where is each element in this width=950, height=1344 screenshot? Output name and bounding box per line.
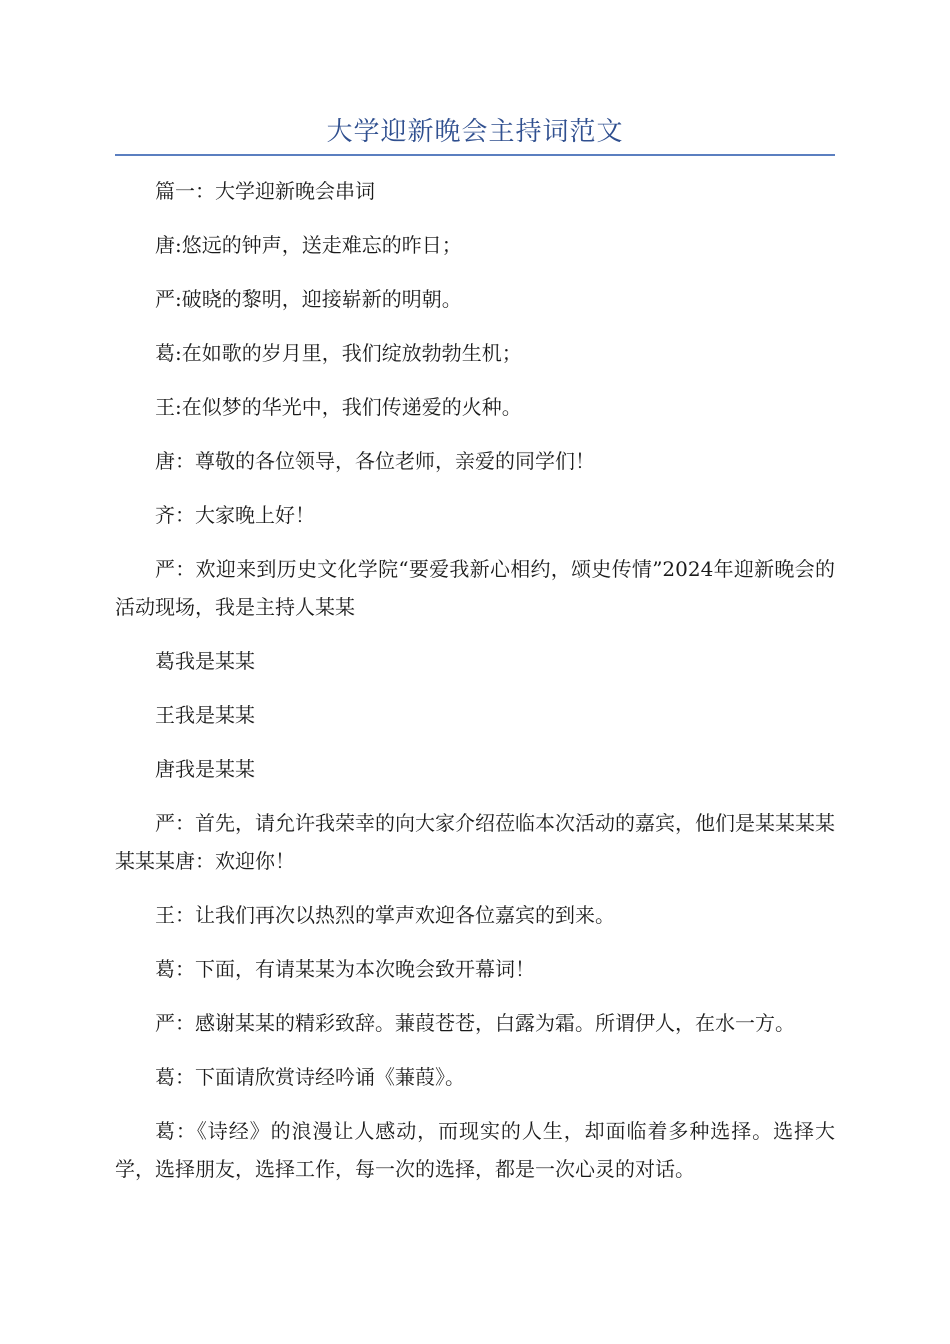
paragraph: 严：首先，请允许我荣幸的向大家介绍莅临本次活动的嘉宾，他们是某某某某某某某唐：欢迎你！ — [115, 811, 835, 873]
paragraph: 唐我是某某 — [155, 757, 255, 781]
paragraph: 葛:在如歌的岁月里，我们绽放勃勃生机； — [155, 341, 522, 365]
title-underline — [115, 154, 835, 156]
paragraph: 唐：尊敬的各位领导，各位老师，亲爱的同学们！ — [155, 449, 595, 473]
document-title: 大学迎新晚会主持词范文 — [326, 117, 624, 147]
paragraph: 严:破晓的黎明，迎接崭新的明朝。 — [155, 287, 462, 311]
document-body — [115, 172, 835, 1204]
paragraph: 王:在似梦的华光中，我们传递爱的火种。 — [155, 395, 522, 419]
paragraph: 齐：大家晚上好！ — [155, 503, 315, 527]
paragraph: 葛我是某某 — [155, 649, 255, 673]
paragraph: 王我是某某 — [155, 703, 255, 727]
paragraph: 王：让我们再次以热烈的掌声欢迎各位嘉宾的到来。 — [155, 903, 615, 927]
paragraph: 葛：下面，有请某某为本次晚会致开幕词！ — [155, 957, 535, 981]
paragraph: 篇一：大学迎新晚会串词 — [155, 179, 375, 203]
paragraph: 唐:悠远的钟声，送走难忘的昨日； — [155, 233, 462, 257]
paragraph: 葛：《诗经》的浪漫让人感动，而现实的人生，却面临着多种选择。选择大学，选择朋友，选择工作，每一次的选择，都是一次心灵的对话。 — [115, 1119, 835, 1181]
paragraph: 严：欢迎来到历史文化学院“要爱我新心相约，颂史传情”2024年迎新晚会的活动现场，我是主持人某某 — [115, 557, 835, 619]
paragraph: 葛：下面请欣赏诗经吟诵《蒹葭》。 — [155, 1065, 465, 1089]
paragraph: 严：感谢某某的精彩致辞。蒹葭苍苍，白露为霜。所谓伊人，在水一方。 — [155, 1011, 795, 1035]
